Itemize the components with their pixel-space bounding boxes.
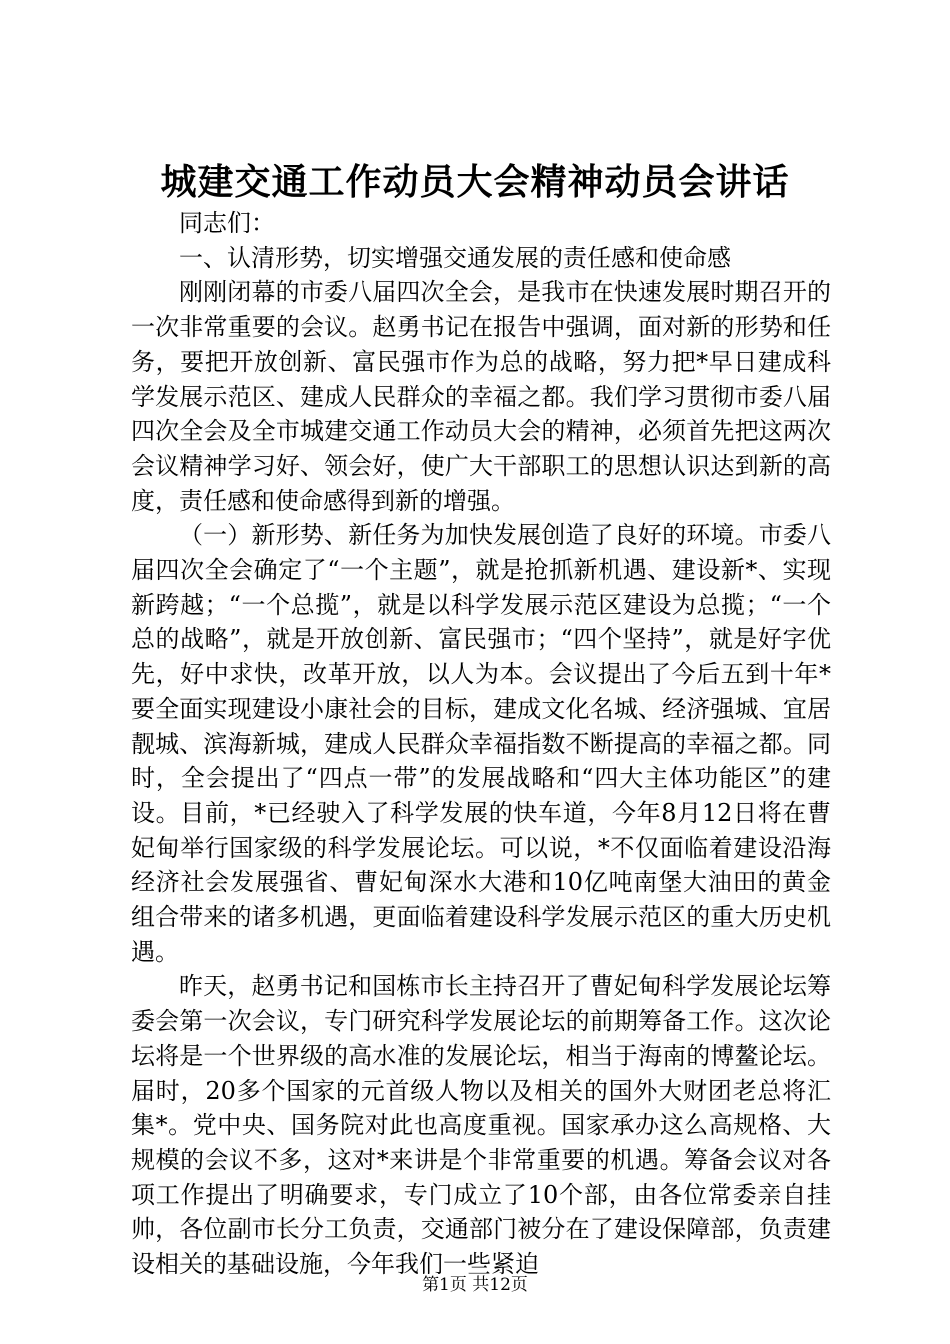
section-heading: 一、认清形势，切实增强交通发展的责任感和使命感 [179, 243, 731, 272]
salutation: 同志们： [179, 209, 275, 237]
page-footer: 第1页 共12页 [422, 1275, 528, 1295]
paragraph: 昨天，赵勇书记和国栋市长主持召开了曹妃甸科学发展论坛筹委会第一次会议，专门研究科学发展论坛的前期筹备工作。这次论坛将是一个世界级的高水准的发展论坛，相当于海南的博鳌论坛。届时，20多个国家的元首级人物以及相关的国外大财团老总将汇集*。党中央、国务院对此也高度重视。国家承办这么高规格、大规模的会议不多，这对*来讲是个非常重要的机遇。筹备会议对各项工作提出了明确要求，专门成立了10个部，由各位常委亲自挂帅，各位副市长分工负责，交通部门被分在了建设保障部，负责建设相关的基础设施，今年我们一些紧迫 [131, 972, 831, 1279]
paragraph: （一）新形势、新任务为加快发展创造了良好的环境。市委八届四次全会确定了“一个主题”，就是抢抓新机遇、建设新*、实现新跨越；“一个总揽”，就是以科学发展示范区建设为总揽；“一个总的战略”，就是开放创新、富民强市；“四个坚持”，就是好字优先，好中求快，改革开放，以人为本。会议提出了今后五到十年*要全面实现建设小康社会的目标，建成文化名城、经济强城、宜居靓城、滨海新城，建成人民群众幸福指数不断提高的幸福之都。同时，全会提出了“四点一带”的发展战略和“四大主体功能区”的建设。目前，*已经驶入了科学发展的快车道，今年8月12日将在曹妃甸举行国家级的科学发展论坛。可以说，*不仅面临着建设沿海经济社会发展强省、曹妃甸深水大港和10亿吨南堡大油田的黄金组合带来的诸多机遇，更面临着建设科学发展示范区的重大历史机遇。 [131, 521, 831, 966]
document-body [131, 206, 831, 1282]
paragraph: 刚刚闭幕的市委八届四次全会，是我市在快速发展时期召开的一次非常重要的会议。赵勇书记在报告中强调，面对新的形势和任务，要把开放创新、富民强市作为总的战略，努力把*早日建成科学发展示范区、建成人民群众的幸福之都。我们学习贯彻市委八届四次全会及全市城建交通工作动员大会的精神，必须首先把这两次会议精神学习好、领会好，使广大干部职工的思想认识达到新的高度，责任感和使命感得到新的增强。 [131, 278, 831, 515]
document-title: 城建交通工作动员大会精神动员会讲话 [160, 161, 790, 203]
